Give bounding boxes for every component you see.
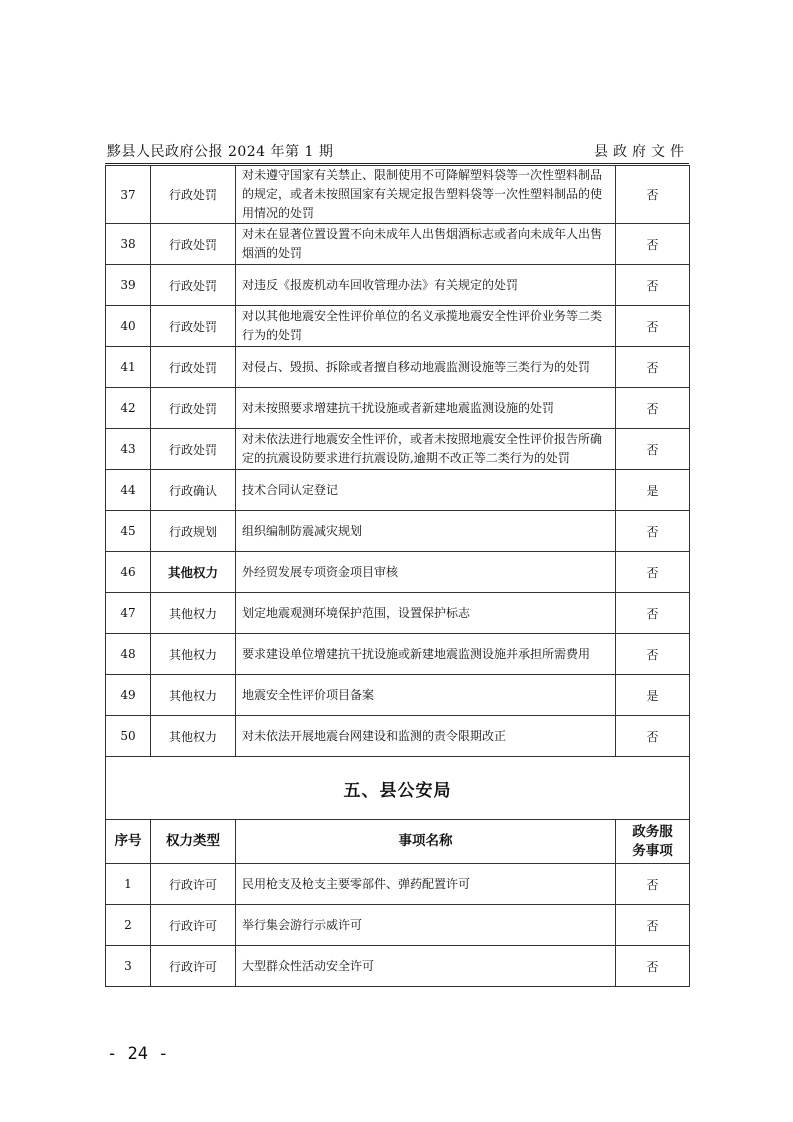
power-type: 行政处罚: [151, 265, 236, 306]
service-flag: 否: [616, 388, 690, 429]
service-flag: 是: [616, 470, 690, 511]
power-type: 行政处罚: [151, 347, 236, 388]
service-flag: 否: [616, 905, 690, 946]
service-flag: 否: [616, 946, 690, 987]
service-flag: 否: [616, 347, 690, 388]
item-name: 技术合同认定登记: [236, 470, 616, 511]
row-number: 48: [106, 634, 151, 675]
section-title: 五、县公安局: [106, 757, 690, 820]
item-name: 大型群众性活动安全许可: [236, 946, 616, 987]
item-name: 划定地震观测环境保护范围，设置保护标志: [236, 593, 616, 634]
row-number: 2: [106, 905, 151, 946]
row-number: 39: [106, 265, 151, 306]
table-row: [106, 864, 690, 905]
power-list-table: [105, 165, 690, 987]
table-row: [106, 470, 690, 511]
table-row: [106, 946, 690, 987]
page-number: - 24 -: [107, 1044, 169, 1064]
table-row: [106, 429, 690, 470]
item-name: 地震安全性评价项目备案: [236, 675, 616, 716]
service-flag: 否: [616, 552, 690, 593]
row-number: 38: [106, 224, 151, 265]
item-name: 对违反《报废机动车回收管理办法》有关规定的处罚: [236, 265, 616, 306]
row-number: 50: [106, 716, 151, 757]
header-divider: [105, 163, 689, 164]
row-number: 41: [106, 347, 151, 388]
row-number: 42: [106, 388, 151, 429]
page-header: [107, 141, 689, 163]
table-row: [106, 265, 690, 306]
item-name: 对未按照要求增建抗干扰设施或者新建地震监测设施的处罚: [236, 388, 616, 429]
power-type: 行政处罚: [151, 306, 236, 347]
item-name: 要求建设单位增建抗干扰设施或新建地震监测设施并承担所需费用: [236, 634, 616, 675]
power-type: 其他权力: [151, 716, 236, 757]
table-row: [106, 634, 690, 675]
power-type: 行政处罚: [151, 224, 236, 265]
row-number: 45: [106, 511, 151, 552]
power-type: 行政许可: [151, 946, 236, 987]
service-flag: 否: [616, 306, 690, 347]
item-name: 对侵占、毁损、拆除或者擅自移动地震监测设施等三类行为的处罚: [236, 347, 616, 388]
row-number: 43: [106, 429, 151, 470]
service-flag: 否: [616, 166, 690, 224]
service-flag: 否: [616, 864, 690, 905]
power-type: 其他权力: [151, 593, 236, 634]
power-type: 其他权力: [151, 675, 236, 716]
item-name: 对未依法进行地震安全性评价，或者未按照地震安全性评价报告所确定的抗震设防要求进行抗震设防,逾期不改正等二类行为的处罚: [236, 429, 616, 470]
service-flag: 否: [616, 593, 690, 634]
table-row: [106, 511, 690, 552]
power-type: 行政许可: [151, 905, 236, 946]
row-number: 40: [106, 306, 151, 347]
table-row: [106, 224, 690, 265]
row-number: 1: [106, 864, 151, 905]
section-heading-row: [106, 757, 690, 820]
item-name: 对未依法开展地震台网建设和监测的责令限期改正: [236, 716, 616, 757]
row-number: 49: [106, 675, 151, 716]
service-flag: 否: [616, 634, 690, 675]
table-row: [106, 552, 690, 593]
table-row: [106, 905, 690, 946]
service-flag: 否: [616, 224, 690, 265]
service-flag: 否: [616, 265, 690, 306]
row-number: 3: [106, 946, 151, 987]
table-row: [106, 306, 690, 347]
table-row: [106, 347, 690, 388]
column-header-type: 权力类型: [151, 820, 236, 864]
item-name: 对未遵守国家有关禁止、限制使用不可降解塑料袋等一次性塑料制品的规定，或者未按照国家有关规定报告塑料袋等一次性塑料制品的使用情况的处罚: [236, 166, 616, 224]
item-name: 对未在显著位置设置不向未成年人出售烟酒标志或者向未成年人出售烟酒的处罚: [236, 224, 616, 265]
item-name: 组织编制防震减灾规划: [236, 511, 616, 552]
row-number: 47: [106, 593, 151, 634]
power-type: 行政处罚: [151, 388, 236, 429]
item-name: 对以其他地震安全性评价单位的名义承揽地震安全性评价业务等二类行为的处罚: [236, 306, 616, 347]
column-header-service: [616, 820, 690, 864]
power-type: 其他权力: [151, 634, 236, 675]
service-flag: 否: [616, 429, 690, 470]
power-type: 其他权力: [151, 552, 236, 593]
row-number: 46: [106, 552, 151, 593]
item-name: 民用枪支及枪支主要零部件、弹药配置许可: [236, 864, 616, 905]
row-number: 37: [106, 166, 151, 224]
column-header-service-line: 政务服: [632, 823, 673, 840]
power-type: 行政确认: [151, 470, 236, 511]
column-header-number: 序号: [106, 820, 151, 864]
row-number: 44: [106, 470, 151, 511]
item-name: 举行集会游行示威许可: [236, 905, 616, 946]
document-category: 县政府文件: [594, 144, 689, 160]
power-type: 行政许可: [151, 864, 236, 905]
table-row: [106, 675, 690, 716]
item-name: 外经贸发展专项资金项目审核: [236, 552, 616, 593]
column-header-service-line: 务事项: [632, 842, 673, 859]
service-flag: 否: [616, 511, 690, 552]
power-type: 行政处罚: [151, 429, 236, 470]
service-flag: 否: [616, 716, 690, 757]
bulletin-title: 黟县人民政府公报 2024 年第 1 期: [107, 144, 334, 160]
table-row: [106, 593, 690, 634]
table-row: [106, 388, 690, 429]
table-row: [106, 166, 690, 224]
column-header-row: [106, 820, 690, 864]
service-flag: 是: [616, 675, 690, 716]
column-header-name: 事项名称: [236, 820, 616, 864]
table-row: [106, 716, 690, 757]
power-type: 行政处罚: [151, 166, 236, 224]
power-type: 行政规划: [151, 511, 236, 552]
